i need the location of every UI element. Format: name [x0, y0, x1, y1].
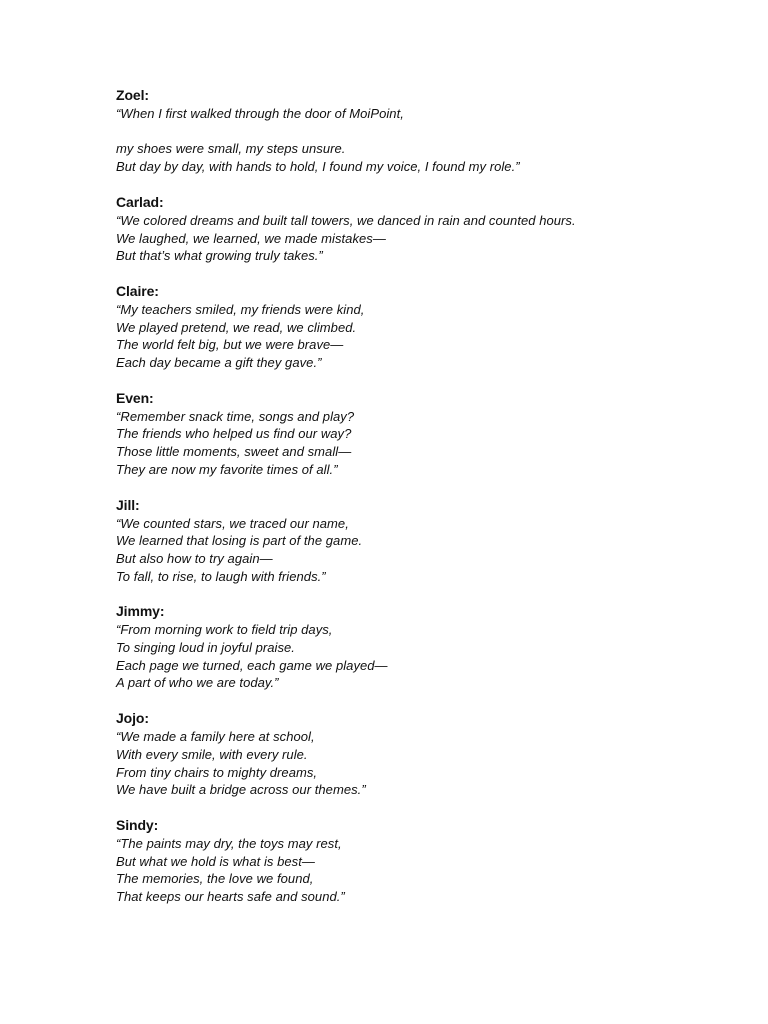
- verse-line: To fall, to rise, to laugh with friends.”: [116, 568, 326, 584]
- speaker-name: Jimmy:: [116, 603, 165, 620]
- verse-line: But that’s what growing truly takes.”: [116, 248, 323, 264]
- verse-line: “We counted stars, we traced our name,: [116, 515, 349, 531]
- stanza-even: [116, 389, 768, 479]
- speaker-name: Even:: [116, 389, 154, 406]
- verse-line: “We made a family here at school,: [116, 729, 315, 745]
- stanza-claire: [116, 282, 768, 372]
- stanza-zoel: [116, 86, 768, 176]
- verse-line: That keeps our hearts safe and sound.”: [116, 889, 345, 905]
- verse-line: The friends who helped us find our way?: [116, 426, 352, 442]
- verse-line: Each day became a gift they gave.”: [116, 355, 322, 371]
- verse-line: my shoes were small, my steps unsure.: [116, 141, 346, 157]
- verse-line: A part of who we are today.”: [116, 675, 279, 691]
- stanza-sindy: [116, 816, 768, 906]
- verse-line: With every smile, with every rule.: [116, 746, 308, 762]
- verse-line: “When I first walked through the door of MoiPoint,: [116, 106, 404, 121]
- verse-line: Each page we turned, each game we played—: [116, 657, 388, 673]
- verse-line: From tiny chairs to mighty dreams,: [116, 764, 318, 780]
- verse-line: “We colored dreams and built tall towers, we danced in rain and counted hours.: [116, 212, 576, 228]
- verse-line: “My teachers smiled, my friends were kind,: [116, 301, 365, 317]
- stanza-jimmy: [116, 602, 768, 692]
- speaker-name: Sindy:: [116, 816, 159, 833]
- stanza-jill: [116, 496, 768, 586]
- verse-line: But also how to try again—: [116, 550, 273, 566]
- verse-line: To singing loud in joyful praise.: [116, 640, 295, 656]
- verse-line: The world felt big, but we were brave—: [116, 337, 344, 353]
- verse-line: “From morning work to field trip days,: [116, 622, 333, 638]
- verse-line: We learned that losing is part of the game.: [116, 533, 363, 549]
- verse-line: But what we hold is what is best—: [116, 853, 315, 869]
- stanza-jojo: [116, 709, 768, 799]
- verse-line: But day by day, with hands to hold, I found my voice, I found my role.”: [116, 159, 520, 175]
- verse-line: “The paints may dry, the toys may rest,: [116, 835, 342, 851]
- speaker-name: Carlad:: [116, 193, 164, 210]
- speaker-name: Jojo:: [116, 710, 149, 727]
- verse-line: We laughed, we learned, we made mistakes—: [116, 230, 386, 246]
- verse-line: Those little moments, sweet and small—: [116, 444, 352, 460]
- speaker-name: Claire:: [116, 282, 159, 299]
- stanza-carlad: [116, 193, 768, 265]
- verse-line: They are now my favorite times of all.”: [116, 461, 338, 477]
- verse-line: We have built a bridge across our themes.”: [116, 782, 366, 798]
- verse-line: We played pretend, we read, we climbed.: [116, 319, 357, 335]
- speaker-name: Zoel:: [116, 87, 149, 103]
- speaker-name: Jill:: [116, 496, 140, 513]
- verse-line: “Remember snack time, songs and play?: [116, 408, 355, 424]
- verse-line: The memories, the love we found,: [116, 871, 314, 887]
